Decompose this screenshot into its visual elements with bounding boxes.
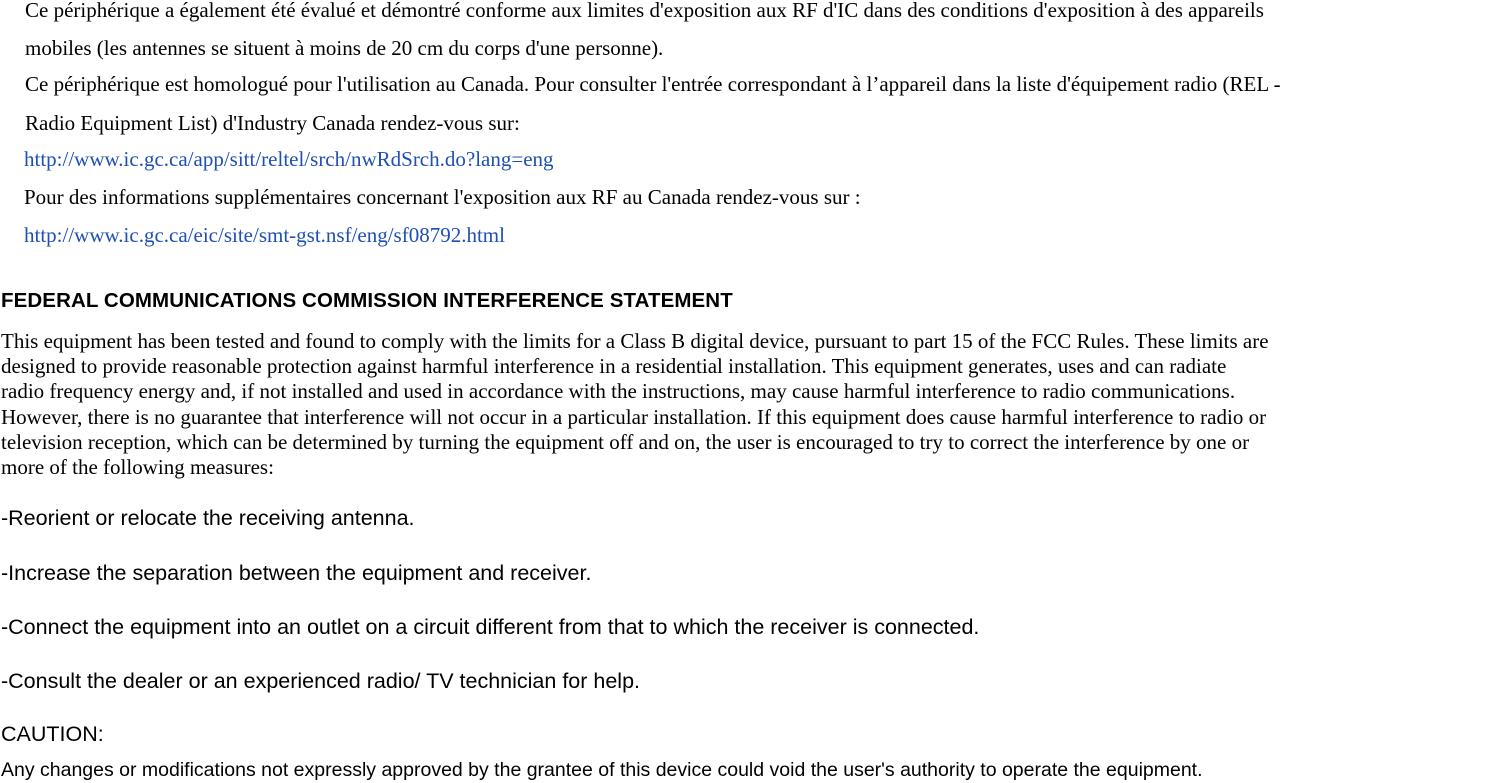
- measure-reorient: -Reorient or relocate the receiving antenna.: [1, 506, 415, 530]
- ic-reltel-link[interactable]: http://www.ic.gc.ca/app/sitt/reltel/srch/nwRdSrch.do?lang=eng: [24, 147, 554, 171]
- caution-label: CAUTION:: [1, 722, 104, 746]
- fcc-paragraph-line-2: designed to provide reasonable protection against harmful interference in a residential installation. This equipment generates, uses and can radiate: [1, 354, 1227, 379]
- fcc-paragraph-line-4: However, there is no guarantee that interference will not occur in a particular installation. If this equipment does cause harmful interference to radio or: [1, 404, 1267, 429]
- ic-rf-exposure-link[interactable]: http://www.ic.gc.ca/eic/site/smt-gst.nsf/eng/sf08792.html: [24, 223, 505, 247]
- fcc-heading: FEDERAL COMMUNICATIONS COMMISSION INTERFERENCE STATEMENT: [1, 289, 733, 312]
- french-more-info: Pour des informations supplémentaires concernant l'exposition aux RF au Canada rendez-vous sur :: [24, 185, 861, 209]
- measure-consult-dealer: -Consult the dealer or an experienced radio/ TV technician for help.: [1, 669, 641, 693]
- fcc-paragraph-line-1: This equipment has been tested and found to comply with the limits for a Class B digital device, pursuant to part 15 of the FCC Rules. These limits are: [1, 329, 1269, 353]
- french-line-1: Ce périphérique a également été évalué et démontré conforme aux limites d'exposition aux RF d'IC dans des conditions d'exposition à des appareils: [25, 0, 1264, 22]
- french-line-2: mobiles (les antennes se situent à moins de 20 cm du corps d'une personne).: [25, 36, 664, 60]
- fcc-paragraph-line-5: television reception, which can be determined by turning the equipment off and on, the user is encouraged to try to correct the interference by one or: [1, 429, 1250, 454]
- fcc-paragraph-line-3: radio frequency energy and, if not installed and used in accordance with the instructions, may cause harmful interference to radio communications.: [1, 379, 1236, 404]
- measure-connect-outlet: -Connect the equipment into an outlet on a circuit different from that to which the receiver is connected.: [1, 615, 980, 639]
- caution-text: Any changes or modifications not expressly approved by the grantee of this device could void the user's authority to operate the equipment.: [1, 759, 1203, 781]
- fcc-paragraph-line-6: more of the following measures:: [1, 455, 274, 480]
- french-line-3: Ce périphérique est homologué pour l'utilisation au Canada. Pour consulter l'entrée correspondant à l’appareil dans la liste d'équipement radio (REL -: [25, 72, 1281, 96]
- fcc-paragraph: [1, 329, 1508, 480]
- french-line-4: Radio Equipment List) d'Industry Canada rendez-vous sur:: [25, 111, 520, 135]
- measure-increase-separation: -Increase the separation between the equipment and receiver.: [1, 561, 592, 585]
